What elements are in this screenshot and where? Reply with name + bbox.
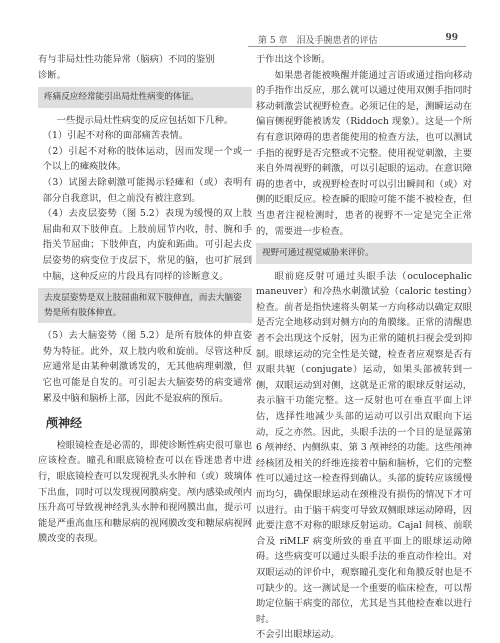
list-item: （1）引起不对称的面部痛苦表情。 — [42, 130, 189, 142]
paragraph: 不会引出眼球运动。 — [256, 629, 340, 641]
list-item: （2）引起不对称的肢体运动，因而发现一个或一个以上的瘫痪肢体。 — [42, 145, 252, 173]
list-item: （3）试图去除刺激可能揭示轻瘫和（或）表明有部分自我意识，但之前没有被注意到。 — [42, 177, 252, 204]
highlight-box-visual: 视野可通过视觉威胁来评价。 — [256, 243, 472, 264]
chapter-title: 第 5 章 泪及手腕患者的评估 — [258, 36, 378, 46]
left-column — [38, 52, 252, 547]
paragraph: 于作出这个诊断。 — [256, 54, 331, 65]
header-rule — [248, 46, 466, 47]
list-item: （4）去皮层姿势（图 5.2）表现为缓慢的双上肢屈曲和双下肢伸直。上肢前屈节内收，肘、腕和手指关节屈曲；下肢伸直，内旋和跖曲。可引起去皮层姿势的病变位于皮层下，常见的脑，也可扩展到中脑，这种反应的片段具有同样的诊断意义。 — [42, 208, 252, 282]
intro-line-2: 诊断。 — [38, 69, 66, 81]
paragraph: 如果患者能被唤醒并能通过言语或通过指向移动的手指作出反应，那么就可以通过使用双侧手指同时移动刺激尝试视野检查。必须记住的是，测瞬运动在偏盲侧视野能被诱发（Riddoch 现象）。这是一个所有有意识障碍的患者能使用的检查方法，也可以测试手指的视野是否完整或不完整。使用视觉刺激，主要来自外周视野的刺激，可以引起眼的运动。在意识障碍的患者中，或视野检查时可以引出瞬间和（或）对侧的眨眼反应。检查瞬的眼睑可能不能不被检查，但当患者注视检测时，患者的视野不一定是完全正常的，需要进一步检查。 — [256, 69, 472, 237]
running-header — [258, 33, 458, 47]
page-number: 99 — [445, 33, 458, 43]
highlight-box-pain: 疼痛反应经常能引出局灶性病变的体征。 — [38, 87, 252, 108]
paragraph: 一些提示局灶性病变的反应包括如下几种。 — [56, 114, 234, 126]
paragraph: 眼前庭反射可通过头眼手法（oculocephalic maneuver）和冷热水刺激试验（caloric testing）检查。前者是指快速将头朝某一方向移动以确定双眼是否完全地移动到对侧方向的角膜缘。正常的清醒患者不会出现这个反射，因为正常的随机扫视会受到抑制。眼球运动的完全性是关键，检查者应观察是否有双眼共轭（conjugate）运动，如果头部被转到一侧，双眼运动到对侧，这就是正常的眼球反射运动，表示脑干功能完整。这一反射也可在垂直平面上评估，选择性地减少头部的运动可以引出双眼向下运动，反之亦然。因此，头眼手法的一个目的是显露第 6 颅神经、内侧纵束、第 3 颅神经的功能。这些颅神经核团及相关的纤维连接着中脑和脑桥，它们的完整性可以通过这一检查得到确认。头部的旋转应该缓慢而均匀，确保眼球运动在颈椎没有损伤的情况下才可以进行。由于脑干病变可导致双侧眼球运动障碍，因此要注意不对称的眼球反射运动。Cajal 间核、前联合及 riMLF 病变所致的垂直平面上的眼球运动障碍。这些病变可以通过头眼手法的垂直动作检出。对双眼运动的评价中，观察瞳孔变化和角膜反射也是不可缺少的。这一测试是一个重要的临床检查，可以帮助定位脑干病变的部位，尤其是当其他检查难以进行时。 — [256, 270, 472, 625]
right-column — [256, 52, 472, 643]
paragraph: 检眼镜检查是必需的，即使诊断性病史很可靠也应该检查。瞳孔和眼底镜检查可以在昏迷患者中进行，眼底镜检查可以发现视乳头水肿和（或）玻璃体下出血，同时可以发现视网膜病变。颅内感染或颅内压升高可导致视神经乳头水肿和视网膜出血，提示可能是严重高血压和糖尿病的视网膜改变和糖尿病视网膜改变的表现。 — [38, 439, 252, 545]
highlight-box-posture: 去皮层姿势是双上肢屈曲和双下肢伸直，而去大脑姿势是所有肢体伸直。 — [38, 288, 252, 323]
intro-line-1: 有与非局灶性功能异常（脑病）不同的鉴别 — [38, 54, 215, 65]
section-title: 颅神经 — [46, 416, 83, 431]
list-item: （5）去大脑姿势（图 5.2）是所有肢体的伸直姿势为特征。此外，双上肢内收和旋前。尽管这种反应通常是由某种刺激诱发的，无其他病理刺激，但它也可能是自发的。可引起去大脑姿势的病变通常累及中脑和脑桥上部，因此不是寂病的预后。 — [42, 330, 252, 404]
